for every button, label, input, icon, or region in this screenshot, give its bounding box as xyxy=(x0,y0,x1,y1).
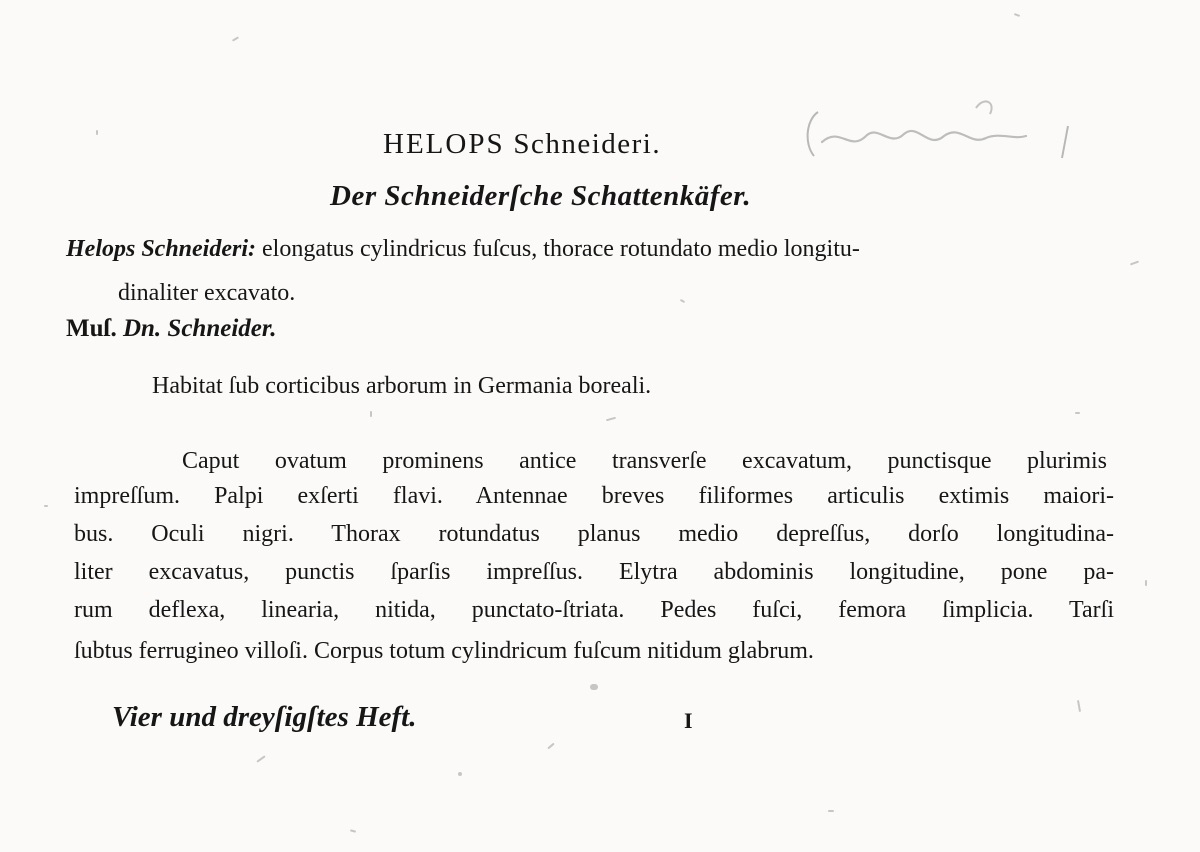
paper-speck xyxy=(590,684,598,690)
paper-speck xyxy=(1130,261,1139,266)
diagnosis-line-2: dinaliter excavato. xyxy=(118,280,296,306)
german-common-name: Der Schneiderſche Schattenkäfer. xyxy=(330,180,752,212)
habitat-text: Habitat ſub corticibus arborum in Germania boreali. xyxy=(152,373,652,399)
diagnosis-name: Helops Schneideri: xyxy=(66,236,256,262)
species-title xyxy=(383,128,661,161)
issue-label: Vier und dreyſigſtes Heft. xyxy=(112,701,417,733)
paper-speck xyxy=(828,810,834,812)
museum-owner: Dn. Schneider. xyxy=(122,315,277,342)
paper-speck xyxy=(680,299,685,303)
paper-speck xyxy=(370,411,372,417)
paper-speck xyxy=(256,755,265,762)
paper-speck xyxy=(1077,700,1081,712)
description-line: Caput ovatum prominens antice transverſe excavatum, punctisque plurimis xyxy=(182,448,1107,474)
species-name: Schneideri. xyxy=(513,128,662,160)
handwritten-pencil-annotation xyxy=(800,96,1090,176)
paper-speck xyxy=(1075,412,1080,414)
paper-speck xyxy=(606,417,616,422)
diagnosis-line-1 xyxy=(66,236,860,263)
description-line: liter excavatus, punctis ſparſis impreſſus. Elytra abdominis longitudine, pone pa- xyxy=(74,559,1114,585)
description-line: impreſſum. Palpi exſerti flavi. Antennae breves filiformes articulis extimis maiori- xyxy=(74,483,1114,509)
description-line: bus. Oculi nigri. Thorax rotundatus planus medio depreſſus, dorſo longitudina- xyxy=(74,521,1114,547)
description-line: ſubtus ferrugineo villoſi. Corpus totum cylindricum fuſcum nitidum glabrum. xyxy=(74,638,814,664)
paper-speck xyxy=(547,743,554,750)
diagnosis-text-1: elongatus cylindricus fuſcus, thorace rotundato medio longitu- xyxy=(262,236,860,262)
paper-speck xyxy=(44,505,48,507)
paper-speck xyxy=(1014,13,1020,17)
description-line: rum deflexa, linearia, nitida, punctato-ſtriata. Pedes fuſci, femora ſimplicia. Tarſi xyxy=(74,597,1114,623)
paper-speck xyxy=(96,130,98,135)
paper-speck xyxy=(1145,580,1147,586)
genus-name: HELOPS xyxy=(383,128,505,160)
signature-mark: I xyxy=(684,708,693,733)
museum-label: Muſ. xyxy=(66,315,117,342)
museum-reference xyxy=(66,315,276,343)
paper-speck xyxy=(458,772,462,776)
paper-speck xyxy=(232,36,239,41)
paper-speck xyxy=(350,829,356,832)
